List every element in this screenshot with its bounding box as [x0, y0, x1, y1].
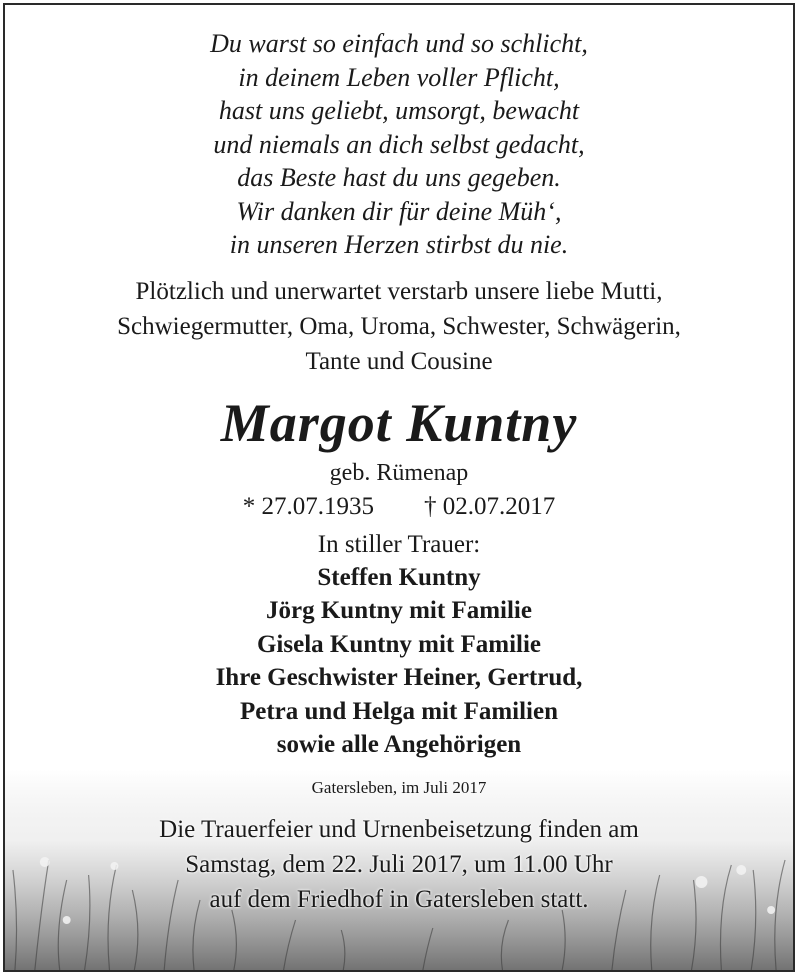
- poem-line: das Beste hast du uns gegeben.: [237, 163, 561, 192]
- announcement-line: Tante und Cousine: [305, 347, 493, 375]
- birth-date: * 27.07.1935: [242, 492, 374, 520]
- ceremony-line: Die Trauerfeier und Urnenbeisetzung finden am: [159, 815, 639, 843]
- poem-line: hast uns geliebt, umsorgt, bewacht: [218, 96, 580, 125]
- poem-line: Du warst so einfach und so schlicht,: [210, 29, 588, 58]
- mourners-list: [5, 561, 793, 762]
- obituary-content: [5, 5, 793, 917]
- mourner-entry: Steffen Kuntny: [317, 563, 481, 591]
- deceased-name: Margot Kuntny: [220, 392, 578, 453]
- poem-line: und niemals an dich selbst gedacht,: [213, 129, 585, 159]
- maiden-name: geb. Rümenap: [329, 459, 469, 486]
- mourner-entry: Ihre Geschwister Heiner, Gertrud,: [215, 664, 583, 691]
- announcement-line: Plötzlich und unerwartet verstarb unsere liebe Mutti,: [135, 277, 663, 305]
- mourner-entry: Petra und Helga mit Familien: [239, 697, 559, 725]
- announcement-text: [5, 274, 793, 379]
- life-dates: [5, 489, 793, 525]
- place-and-date: Gatersleben, im Juli 2017: [311, 777, 487, 797]
- ceremony-info: [5, 812, 793, 917]
- ceremony-line: Samstag, dem 22. Juli 2017, um 11.00 Uhr: [185, 850, 613, 878]
- mourner-entry: Gisela Kuntny mit Familie: [256, 630, 542, 658]
- mourner-entry: sowie alle Angehörigen: [276, 731, 522, 758]
- poem: [5, 5, 793, 262]
- obituary-frame: [3, 3, 795, 972]
- death-date: † 02.07.2017: [424, 492, 556, 520]
- mourner-entry: Jörg Kuntny mit Familie: [266, 597, 532, 624]
- ceremony-line: auf dem Friedhof in Gatersleben statt.: [209, 885, 589, 913]
- poem-line: in unseren Herzen stirbst du nie.: [229, 230, 569, 259]
- poem-line: in deinem Leben voller Pflicht,: [238, 62, 560, 92]
- poem-line: Wir danken dir für deine Müh‘,: [236, 196, 562, 226]
- announcement-line: Schwiegermutter, Oma, Uroma, Schwester, Schwägerin,: [117, 312, 681, 340]
- mourning-heading: In stiller Trauer:: [317, 530, 481, 558]
